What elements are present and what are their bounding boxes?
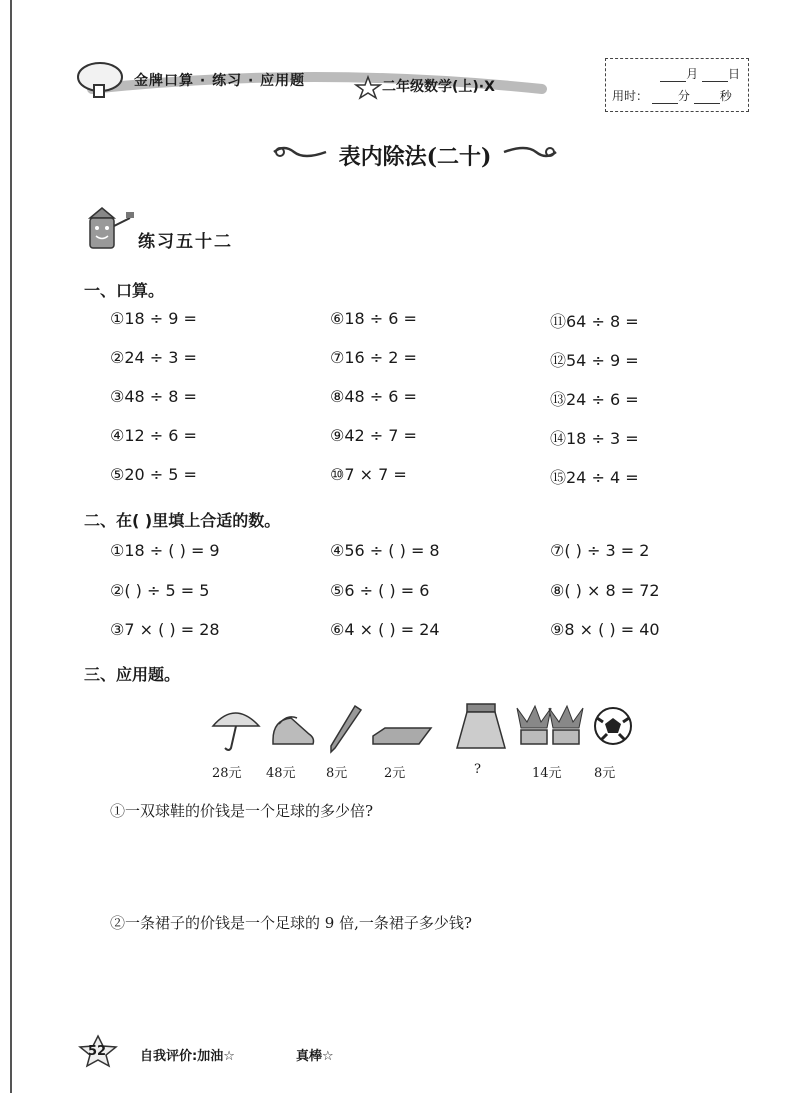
- potted-plants-icon: [517, 706, 583, 744]
- fill-problem: ②( ) ÷ 5 = 5: [110, 581, 210, 600]
- section-word-heading: 三、应用题。: [84, 665, 181, 684]
- binding-line: [10, 0, 12, 1093]
- pencil-mascot-icon: [82, 206, 138, 252]
- oral-problem: ③48 ÷ 8 =: [110, 387, 197, 406]
- exercise-label: 练习五十二: [138, 232, 233, 252]
- series-title: 金牌口算 · 练习 · 应用题: [134, 73, 306, 89]
- fill-problem: ①18 ÷ ( ) = 9: [110, 541, 220, 560]
- second-blank[interactable]: [694, 91, 720, 104]
- day-label: 日: [727, 67, 740, 81]
- fill-problem: ④56 ÷ ( ) = 8: [330, 541, 440, 560]
- price-label: 28元: [212, 766, 242, 781]
- pen-icon: [331, 706, 361, 752]
- date-time-box: [605, 58, 749, 112]
- great-rating: 真棒☆: [296, 1049, 334, 1064]
- fill-problem: ⑥4 × ( ) = 24: [330, 620, 440, 639]
- page-number: 52: [88, 1044, 107, 1059]
- right-ornament-icon: [500, 140, 560, 166]
- oral-problem: ⑫54 ÷ 9 =: [550, 351, 639, 370]
- price-label: 14元: [532, 766, 562, 781]
- oral-problem: ⑬24 ÷ 6 =: [550, 390, 639, 409]
- oral-problem: ④12 ÷ 6 =: [110, 426, 197, 445]
- price-label: 2元: [384, 766, 406, 781]
- self-evaluation: 自我评价:加油☆: [140, 1049, 235, 1064]
- section-oral-heading: 一、口算。: [84, 281, 165, 300]
- oral-problem: ⑭18 ÷ 3 =: [550, 429, 639, 448]
- price-label: ?: [474, 762, 481, 777]
- eraser-icon: [373, 728, 431, 744]
- minute-label: 分: [677, 89, 690, 103]
- second-label: 秒: [719, 89, 732, 103]
- fill-problem: ⑦( ) ÷ 3 = 2: [550, 541, 650, 560]
- page-title: 表内除法(二十): [338, 144, 492, 170]
- oral-problem: ①18 ÷ 9 =: [110, 309, 197, 328]
- price-label: 48元: [266, 766, 296, 781]
- fill-problem: ⑨8 × ( ) = 40: [550, 620, 660, 639]
- fill-problem: ⑤6 ÷ ( ) = 6: [330, 581, 430, 600]
- price-label: 8元: [326, 766, 348, 781]
- oral-problem: ⑪64 ÷ 8 =: [550, 312, 639, 331]
- oral-problem: ②24 ÷ 3 =: [110, 348, 197, 367]
- oral-problem: ⑤20 ÷ 5 =: [110, 465, 197, 484]
- sneakers-icon: [273, 717, 314, 744]
- oral-problem: ⑦16 ÷ 2 =: [330, 348, 417, 367]
- oral-problem: ⑧48 ÷ 6 =: [330, 387, 417, 406]
- question-2: ②一条裙子的价钱是一个足球的 9 倍,一条裙子多少钱?: [110, 914, 472, 932]
- soccer-ball-icon: [595, 708, 631, 744]
- time-label: 用时：: [612, 89, 649, 103]
- day-blank[interactable]: [702, 69, 728, 82]
- fill-problem: ③7 × ( ) = 28: [110, 620, 220, 639]
- section-fill-heading: 二、在( )里填上合适的数。: [84, 511, 281, 530]
- umbrella-icon: [213, 713, 259, 750]
- oral-problem: ⑮24 ÷ 4 =: [550, 468, 639, 487]
- oral-problem: ⑩7 × 7 =: [330, 465, 407, 484]
- oral-problem: ⑥18 ÷ 6 =: [330, 309, 417, 328]
- month-blank[interactable]: [660, 69, 686, 82]
- item-pictures: [205, 700, 645, 758]
- month-label: 月: [686, 67, 699, 81]
- minute-blank[interactable]: [652, 91, 678, 104]
- price-label: 8元: [594, 766, 616, 781]
- skirt-icon: [457, 704, 505, 748]
- question-1: ①一双球鞋的价钱是一个足球的多少倍?: [110, 802, 374, 820]
- fill-problem: ⑧( ) × 8 = 72: [550, 581, 660, 600]
- oral-problem: ⑨42 ÷ 7 =: [330, 426, 417, 445]
- book-title: 二年级数学(上)·X: [382, 79, 495, 95]
